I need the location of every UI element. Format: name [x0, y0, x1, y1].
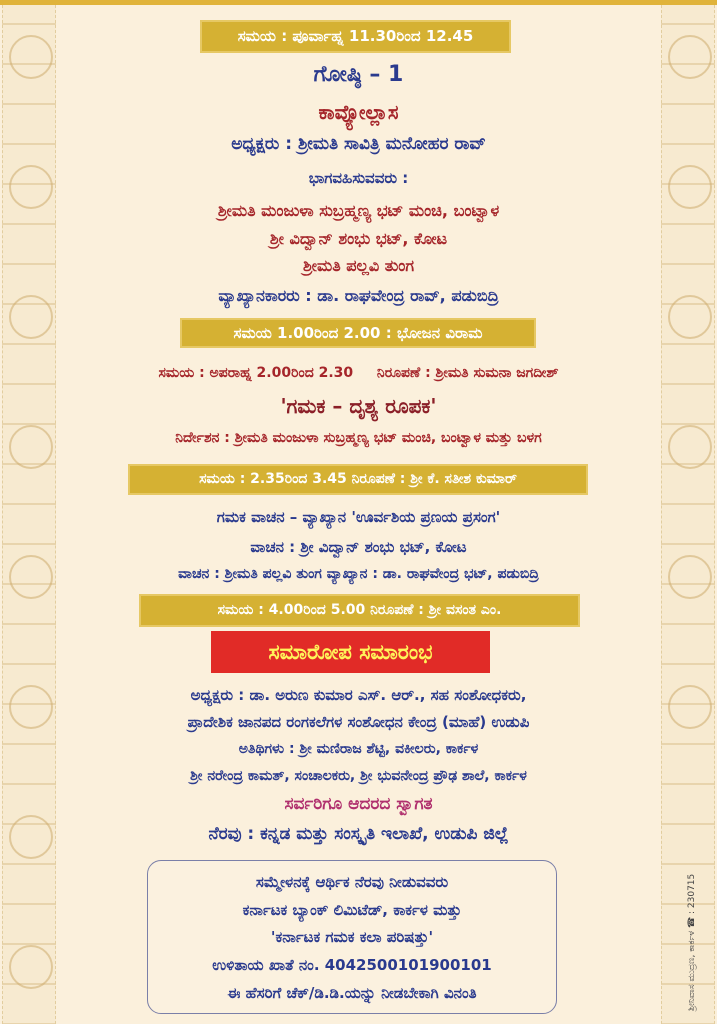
left-ornamental-border: [2, 5, 56, 1024]
donation-account-number: ಉಳಿತಾಯ ಖಾತೆ ನಂ. 4042500101900101: [212, 956, 492, 974]
donation-line-2: ಕರ್ನಾಟಕ ಬ್ಯಾಂಕ್ ಲಿಮಿಟೆಡ್, ಕಾರ್ಕಳ ಮತ್ತು: [242, 901, 462, 919]
time-band-gamaka: ಸಮಯ : 2.35ರಿಂದ 3.45 ನಿರೂಪಣೆ : ಶ್ರೀ ಕೆ. ಸತೀಶ ಕುಮಾರ್: [128, 464, 588, 495]
support-line: ನೆರವು : ಕನ್ನಡ ಮತ್ತು ಸಂಸ್ಕೃತಿ ಇಲಾಖೆ, ಉಡುಪಿ ಜಿಲ್ಲೆ: [208, 824, 509, 844]
afternoon-time: ಸಮಯ : ಅಪರಾಹ್ನ 2.00ರಿಂದ 2.30: [158, 365, 354, 381]
drama-title: 'ಗಮಕ – ದೃಶ್ಯ ರೂಪಕ': [280, 394, 437, 418]
session-name: ಕಾವ್ಯೋಲ್ಲಾಸ: [318, 100, 399, 124]
participant-1: ಶ್ರೀಮತಿ ಮಂಜುಳಾ ಸುಬ್ರಹ್ಮಣ್ಯ ಭಟ್ ಮಂಚಿ, ಬಂಟ್ವಾಳ: [217, 201, 500, 220]
donation-line-1: ಸಮ್ಮೇಳನಕ್ಕೆ ಆರ್ಥಿಕ ನೆರವು ನೀಡುವವರು: [255, 873, 449, 891]
drama-director: ನಿರ್ದೇಶನ : ಶ್ರೀಮತಿ ಮಂಜುಳಾ ಸುಬ್ರಹ್ಮಣ್ಯ ಭಟ್ ಮಂಚಿ, ಬಂಟ್ವಾಳ ಮತ್ತು ಬಳಗ: [175, 430, 542, 446]
valedictory-heading: ಸಮಾರೋಪ ಸಮಾರಂಭ: [211, 631, 490, 673]
participants-heading: ಭಾಗವಹಿಸುವವರು :: [308, 169, 409, 187]
afternoon-time-row: [60, 365, 657, 381]
donation-line-5: ಈ ಹೆಸರಿಗೆ ಚೆಕ್/ಡಿ.ಡಿ.ಯನ್ನು ನೀಡಬೇಕಾಗಿ ವಿನಂತಿ: [227, 984, 477, 1002]
time-band-morning: ಸಮಯ : ಪೂರ್ವಾಹ್ನ 11.30ರಿಂದ 12.45: [200, 20, 511, 53]
donation-line-3: 'ಕರ್ನಾಟಕ ಗಮಕ ಕಲಾ ಪರಿಷತ್ತು': [270, 928, 434, 946]
commentator: ವ್ಯಾಖ್ಯಾನಕಾರರು : ಡಾ. ರಾಘವೇಂದ್ರ ರಾವ್, ಪಡುಬಿದ್ರಿ: [218, 286, 499, 305]
guests-line-1: ಅತಿಥಿಗಳು : ಶ್ರೀ ಮಣಿರಾಜ ಶೆಟ್ಟಿ, ವಕೀಲರು, ಕಾರ್ಕಳ: [238, 741, 479, 757]
valedictory-president: ಅಧ್ಯಕ್ಷರು : ಡಾ. ಅರುಣ ಕುಮಾರ ಎಸ್. ಆರ್., ಸಹ ಸಂಶೋಧಕರು,: [190, 686, 527, 704]
gamaka-reading-title: ಗಮಕ ವಾಚನ – ವ್ಯಾಖ್ಯಾನ 'ಊರ್ವಶಿಯ ಪ್ರಣಯ ಪ್ರಸಂಗ': [216, 508, 501, 526]
participant-3: ಶ್ರೀಮತಿ ಪಲ್ಲವಿ ತುಂಗ: [302, 256, 415, 275]
printer-credit-text: ಶ್ರೀನಿವಾಸ ಮುದ್ರಣ, ಕಾರ್ಕಳ ☎ : 230715: [687, 873, 697, 1011]
afternoon-host: ನಿರೂಪಣೆ : ಶ್ರೀಮತಿ ಸುಮನಾ ಜಗದೀಶ್: [376, 365, 559, 381]
welcome-line: ಸರ್ವರಿಗೂ ಆದರದ ಸ್ವಾಗತ: [284, 794, 433, 814]
valedictory-president-affiliation: ಪ್ರಾದೇಶಿಕ ಜಾನಪದ ರಂಗಕಲೆಗಳ ಸಂಶೋಧನ ಕೇಂದ್ರ (ಮಾಹೆ) ಉಡುಪಿ: [187, 713, 530, 731]
time-band-valedictory: ಸಮಯ : 4.00ರಿಂದ 5.00 ನಿರೂಪಣೆ : ಶ್ರೀ ವಸಂತ ಎಂ.: [139, 594, 580, 627]
lunch-band: ಸಮಯ 1.00ರಿಂದ 2.00 : ಭೋಜನ ವಿರಾಮ: [180, 318, 536, 348]
printer-credit: [682, 872, 696, 1022]
donation-info-box: [147, 860, 557, 1014]
reading-1: ವಾಚನ : ಶ್ರೀ ವಿದ್ವಾನ್ ಶಂಭು ಭಟ್, ಕೋಟ: [250, 538, 467, 556]
session-title: ಗೋಷ್ಠಿ – 1: [313, 62, 404, 87]
reading-2: ವಾಚನ : ಶ್ರೀಮತಿ ಪಲ್ಲವಿ ತುಂಗ ವ್ಯಾಖ್ಯಾನ : ಡಾ. ರಾಘವೇಂದ್ರ ಭಟ್, ಪಡುಬಿದ್ರಿ: [178, 566, 539, 582]
participant-2: ಶ್ರೀ ವಿದ್ವಾನ್ ಶಂಭು ಭಟ್, ಕೋಟ: [269, 229, 448, 248]
session-president: ಅಧ್ಯಕ್ಷರು : ಶ್ರೀಮತಿ ಸಾವಿತ್ರಿ ಮನೋಹರ ರಾವ್: [231, 134, 486, 154]
guests-line-2: ಶ್ರೀ ನರೇಂದ್ರ ಕಾಮತ್, ಸಂಚಾಲಕರು, ಶ್ರೀ ಭುವನೇಂದ್ರ ಪ್ರೌಢ ಶಾಲೆ, ಕಾರ್ಕಳ: [190, 768, 527, 784]
top-gold-bar: [0, 0, 717, 5]
